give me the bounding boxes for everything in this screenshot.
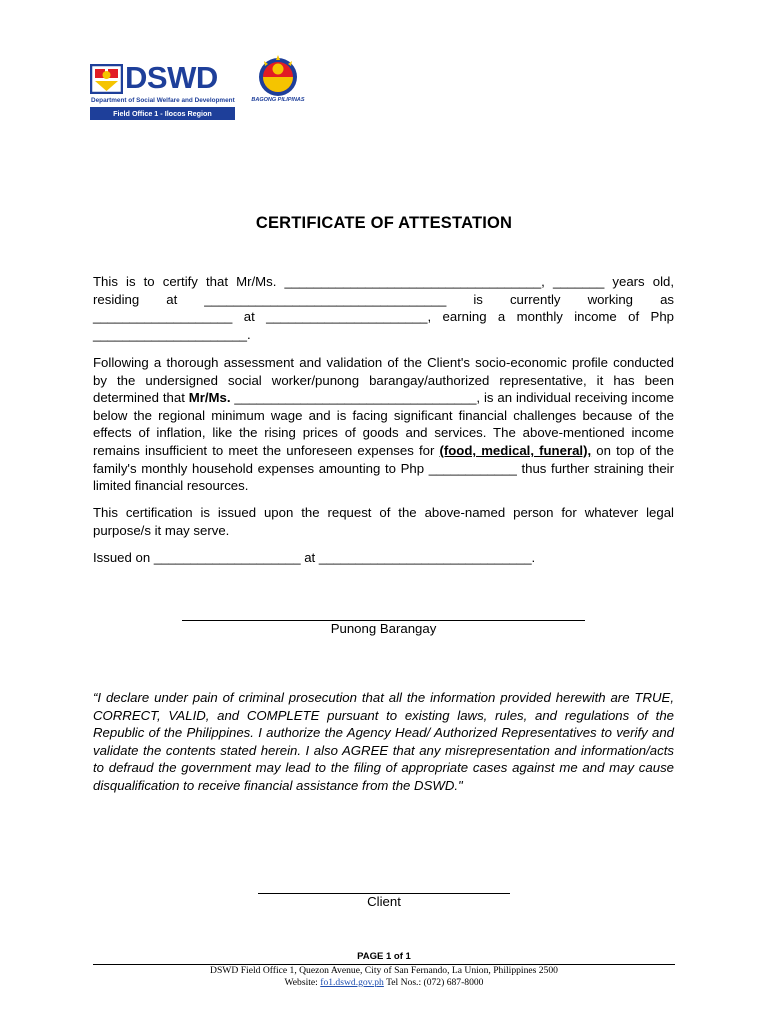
purpose-paragraph: This certification is issued upon the request of the above-named person for whatever legal purpose/s it may serve. — [93, 505, 674, 538]
assessment-text-3: on top of the family's monthly household expenses amounting to Php ____________ thus further straining their limited financial resources. — [93, 442, 674, 494]
field-office-banner: Field Office 1 - Ilocos Region — [90, 107, 235, 120]
punong-barangay-label: Punong Barangay — [330, 621, 437, 636]
footer-address: DSWD Field Office 1, Quezon Avenue, City of San Fernando, La Union, Philippines 2500 — [210, 965, 558, 976]
footer-tel: Tel Nos.: (072) 687-8000 — [383, 977, 484, 988]
header-logos — [90, 52, 310, 122]
page-number: PAGE 1 of 1 — [357, 951, 411, 962]
agency-wordmark: DSWD — [125, 60, 218, 95]
footer-website-prefix: Website: — [284, 977, 321, 988]
certify-paragraph — [93, 273, 674, 343]
assessment-text-1: Following a thorough assessment and validation of the Client's socio-economic profile conducted by the undersigned social worker/punong barangay/authorized representative, it has been determined that — [93, 355, 674, 406]
issued-on-line: Issued on ____________________ at _____________________________. — [93, 550, 536, 565]
client-label: Client — [367, 894, 401, 909]
document-title: CERTIFICATE OF ATTESTATION — [255, 214, 513, 232]
declaration-paragraph: “I declare under pain of criminal prosecution that all the information provided herewith are TRUE, CORRECT, VALID, and COMPLETE pursuant to existing laws, rules, and regulations of the Republic of the Philippines. I authorize the Agency Head/ Authorized Representatives to verify and validate the contents stated herein. I also AGREE that any misrepresentation and information/acts to defraud the government may lead to the filing of appropriate cases against me and may cause disqualification to receive financial assistance from the DSWD." — [93, 690, 674, 793]
assessment-name-label: Mr/Ms. — [188, 390, 231, 406]
assessment-paragraph — [93, 354, 674, 495]
expense-types: (food, medical, funeral), — [439, 442, 592, 458]
footer-contact — [0, 977, 768, 988]
footer-website-link[interactable]: fo1.dswd.gov.ph — [320, 977, 384, 988]
assessment-text-2: _________________________________, is an individual receiving income below the regional minimum wage and is facing significant financial challenges because of the effects of inflation, like the rising prices of goods and services. The above-mentioned income remains insufficient to meet the unforeseen expenses for — [93, 390, 674, 458]
certify-text: This is to certify that Mr/Ms. ___________________________________, _______ years old, residing at _________________________________ is currently working as ___________________ at ______________________, earning a monthly income of Php _____________________. — [93, 274, 674, 342]
dswd-logo-icon — [90, 64, 123, 94]
bagong-pilipinas-text: BAGONG PILIPINAS — [251, 97, 305, 103]
agency-full-name: Department of Social Welfare and Development — [91, 97, 235, 104]
